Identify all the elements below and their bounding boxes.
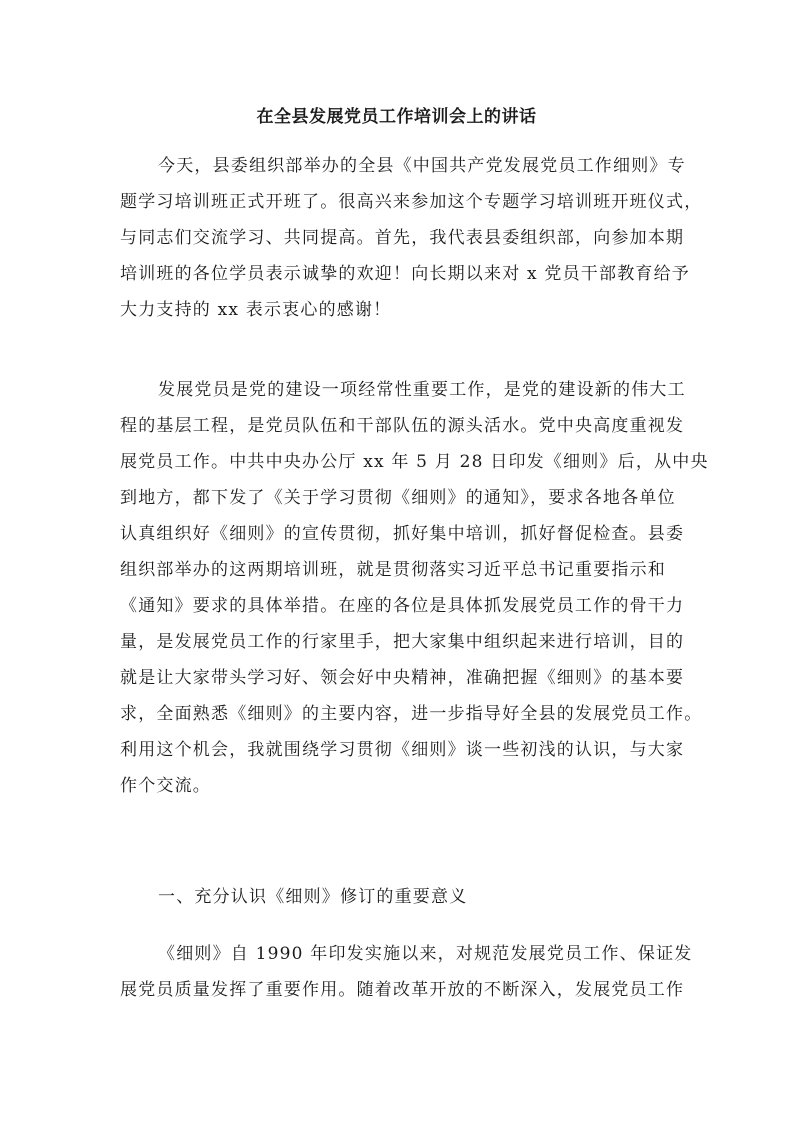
paragraph-1 — [120, 148, 703, 328]
paragraph-line: 大力支持的 xx 表示衷心的感谢！ — [120, 300, 392, 320]
paragraph-line: 《通知》要求的具体举措。在座的各位是具体抓发展党员工作的骨干力 — [120, 596, 685, 616]
paragraph-line: 组织部举办的这两期培训班，就是贯彻落实习近平总书记重要指示和 — [120, 560, 666, 580]
document-title: 在全县发展党员工作培训会上的讲话 — [256, 107, 537, 127]
paragraph-line: 程的基层工程，是党员队伍和干部队伍的源头活水。党中央高度重视发 — [120, 416, 685, 436]
paragraph-line: 认真组织好《细则》的宣传贯彻，抓好集中培训，抓好督促检查。县委 — [120, 524, 685, 544]
paragraph-line: 量，是发展党员工作的行家里手，把大家集中组织起来进行培训，目的 — [120, 632, 685, 652]
paragraph-line: 《细则》自 1990 年印发实施以来，对规范发展党员工作、保证发 — [158, 944, 693, 964]
paragraph-line: 今天，县委组织部举办的全县《中国共产党发展党员工作细则》专 — [158, 156, 686, 176]
paragraph-line: 与同志们交流学习、共同提高。首先，我代表县委组织部，向参加本期 — [120, 228, 685, 248]
paragraph-line: 利用这个机会，我就围绕学习贯彻《细则》谈一些初浅的认识，与大家 — [120, 740, 685, 760]
section-heading: 一、充分认识《细则》修订的重要意义 — [158, 887, 468, 907]
paragraph-line: 就是让大家带头学习好、领会好中央精神，准确把握《细则》的基本要 — [120, 668, 685, 688]
paragraph-line: 发展党员是党的建设一项经常性重要工作，是党的建设新的伟大工 — [158, 380, 686, 400]
paragraph-line: 题学习培训班正式开班了。很高兴来参加这个专题学习培训班开班仪式， — [120, 192, 703, 212]
paragraph-line: 求，全面熟悉《细则》的主要内容，进一步指导好全县的发展党员工作。 — [120, 704, 703, 724]
paragraph-line: 展党员工作。中共中央办公厅 xx 年 5 月 28 日印发《细则》后，从中央 — [120, 452, 709, 472]
paragraph-line: 到地方，都下发了《关于学习贯彻《细则》的通知》，要求各地各单位 — [120, 488, 676, 508]
paragraph-line: 作个交流。 — [120, 776, 211, 796]
paragraph-line: 展党员质量发挥了重要作用。随着改革开放的不断深入，发展党员工作 — [120, 980, 685, 1000]
paragraph-2 — [120, 372, 709, 804]
paragraph-line: 培训班的各位学员表示诚挚的欢迎！向长期以来对 x 党员干部教育给予 — [120, 264, 690, 284]
paragraph-3 — [120, 936, 693, 1008]
